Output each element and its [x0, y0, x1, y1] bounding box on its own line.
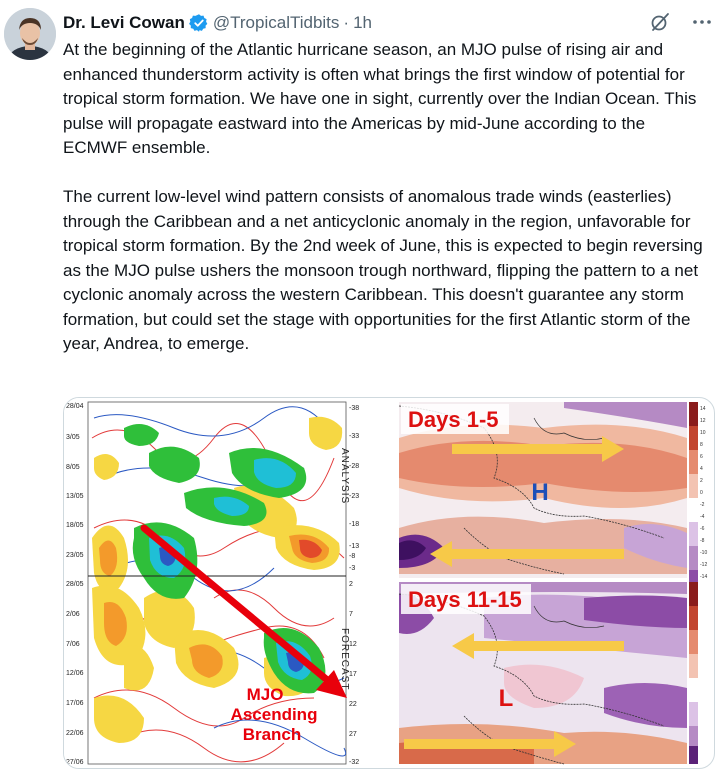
timestamp[interactable]: 1h	[353, 13, 372, 32]
date-label: 12/06	[66, 670, 84, 677]
scale-label: -10	[700, 550, 708, 556]
right-label: -3	[349, 565, 356, 572]
right-label: -38	[349, 405, 360, 412]
right-label: 12	[349, 641, 357, 648]
scale-label: 6	[700, 454, 703, 460]
grok-icon[interactable]	[649, 11, 671, 33]
wind-anomaly-maps	[399, 402, 707, 764]
header-actions	[649, 11, 713, 33]
date-label: 13/05	[66, 493, 84, 500]
author-name[interactable]: Dr. Levi Cowan	[63, 13, 185, 32]
mjo-label-line: MJO	[246, 685, 284, 704]
date-label: 7/06	[66, 641, 80, 648]
scale-label: 10	[700, 430, 706, 436]
date-label: 27/06	[66, 759, 84, 766]
right-label: 17	[349, 671, 357, 678]
author-handle[interactable]: @TropicalTidbits	[212, 13, 340, 32]
tweet-text	[63, 38, 713, 357]
avatar[interactable]	[4, 8, 56, 60]
right-label: -33	[349, 433, 360, 440]
forecast-label: FORECAST	[339, 628, 350, 691]
map-days-1-5	[399, 402, 687, 578]
tweet-header	[63, 11, 713, 35]
scale-label: -14	[700, 574, 708, 580]
scale-label: -6	[700, 526, 705, 532]
mjo-label-line: Ascending	[230, 705, 318, 724]
right-label: 22	[349, 701, 357, 708]
map-days-11-15	[399, 582, 687, 764]
date-label: 8/05	[66, 464, 80, 471]
date-label: 23/05	[66, 552, 84, 559]
scale-label: -4	[700, 514, 705, 520]
high-pressure-symbol: H	[531, 479, 549, 506]
date-label: 22/06	[66, 730, 84, 737]
scale-label: 0	[700, 490, 703, 496]
scale-label: 2	[700, 478, 703, 484]
right-label: -23	[349, 493, 360, 500]
colour-scale	[689, 402, 707, 764]
more-options-icon[interactable]	[691, 11, 713, 33]
scale-label: 14	[700, 406, 706, 412]
scale-label: 8	[700, 442, 703, 448]
date-label: 18/05	[66, 522, 84, 529]
right-label: -18	[349, 521, 360, 528]
mjo-label-line: Branch	[242, 725, 302, 744]
right-label: 7	[349, 611, 353, 618]
scale-label: -8	[700, 538, 705, 544]
right-label: -8	[349, 553, 356, 560]
date-label: 28/04	[66, 403, 84, 410]
scale-label: -2	[700, 502, 705, 508]
date-label: 3/05	[66, 434, 80, 441]
tweet-paragraph-2: The current low-level wind pattern consists of anomalous trade winds (easterlies) through the Caribbean and a net anticyclonic anomaly in the region, unfavorable for tropical storm formation. By the 2nd week of June, this is expected to begin reversing as the MJO pulse ushers the monsoon trough northward, flipping the pattern to a net cyclonic anomaly across the western Caribbean. This doesn't guarantee any storm formation, but could set the stage with opportunities for the first Atlantic storm of the year, Andrea, to emerge.	[63, 187, 703, 353]
right-label: -28	[349, 463, 360, 470]
right-label: 2	[349, 581, 353, 588]
right-label: 27	[349, 731, 357, 738]
low-pressure-symbol: L	[498, 685, 514, 712]
map-title-days-1-5: Days 1-5	[408, 407, 499, 432]
scale-label: -12	[700, 562, 708, 568]
scale-label: 12	[700, 418, 706, 424]
verified-badge-icon	[189, 13, 209, 33]
map-title-days-11-15: Days 11-15	[408, 587, 522, 612]
scale-label: 4	[700, 466, 703, 472]
date-label: 17/06	[66, 700, 84, 707]
right-label: -32	[349, 759, 360, 766]
date-label: 28/05	[66, 581, 84, 588]
hovmoller-diagram	[64, 398, 394, 768]
date-label: 2/06	[66, 611, 80, 618]
tweet-paragraph-1: At the beginning of the Atlantic hurricane season, an MJO pulse of rising air and enhanced thunderstorm activity is often what brings the first window of potential for tropical storm formation. We have one in sight, currently over the Indian Ocean. This pulse will propagate eastward into the Americas by mid-June according to the ECMWF ensemble.	[63, 40, 697, 157]
analysis-label: ANALYSIS	[339, 448, 350, 505]
right-label: -13	[349, 543, 360, 550]
separator-dot: ·	[343, 13, 350, 32]
tweet-media[interactable]	[63, 397, 715, 769]
media-graphic	[64, 398, 714, 768]
